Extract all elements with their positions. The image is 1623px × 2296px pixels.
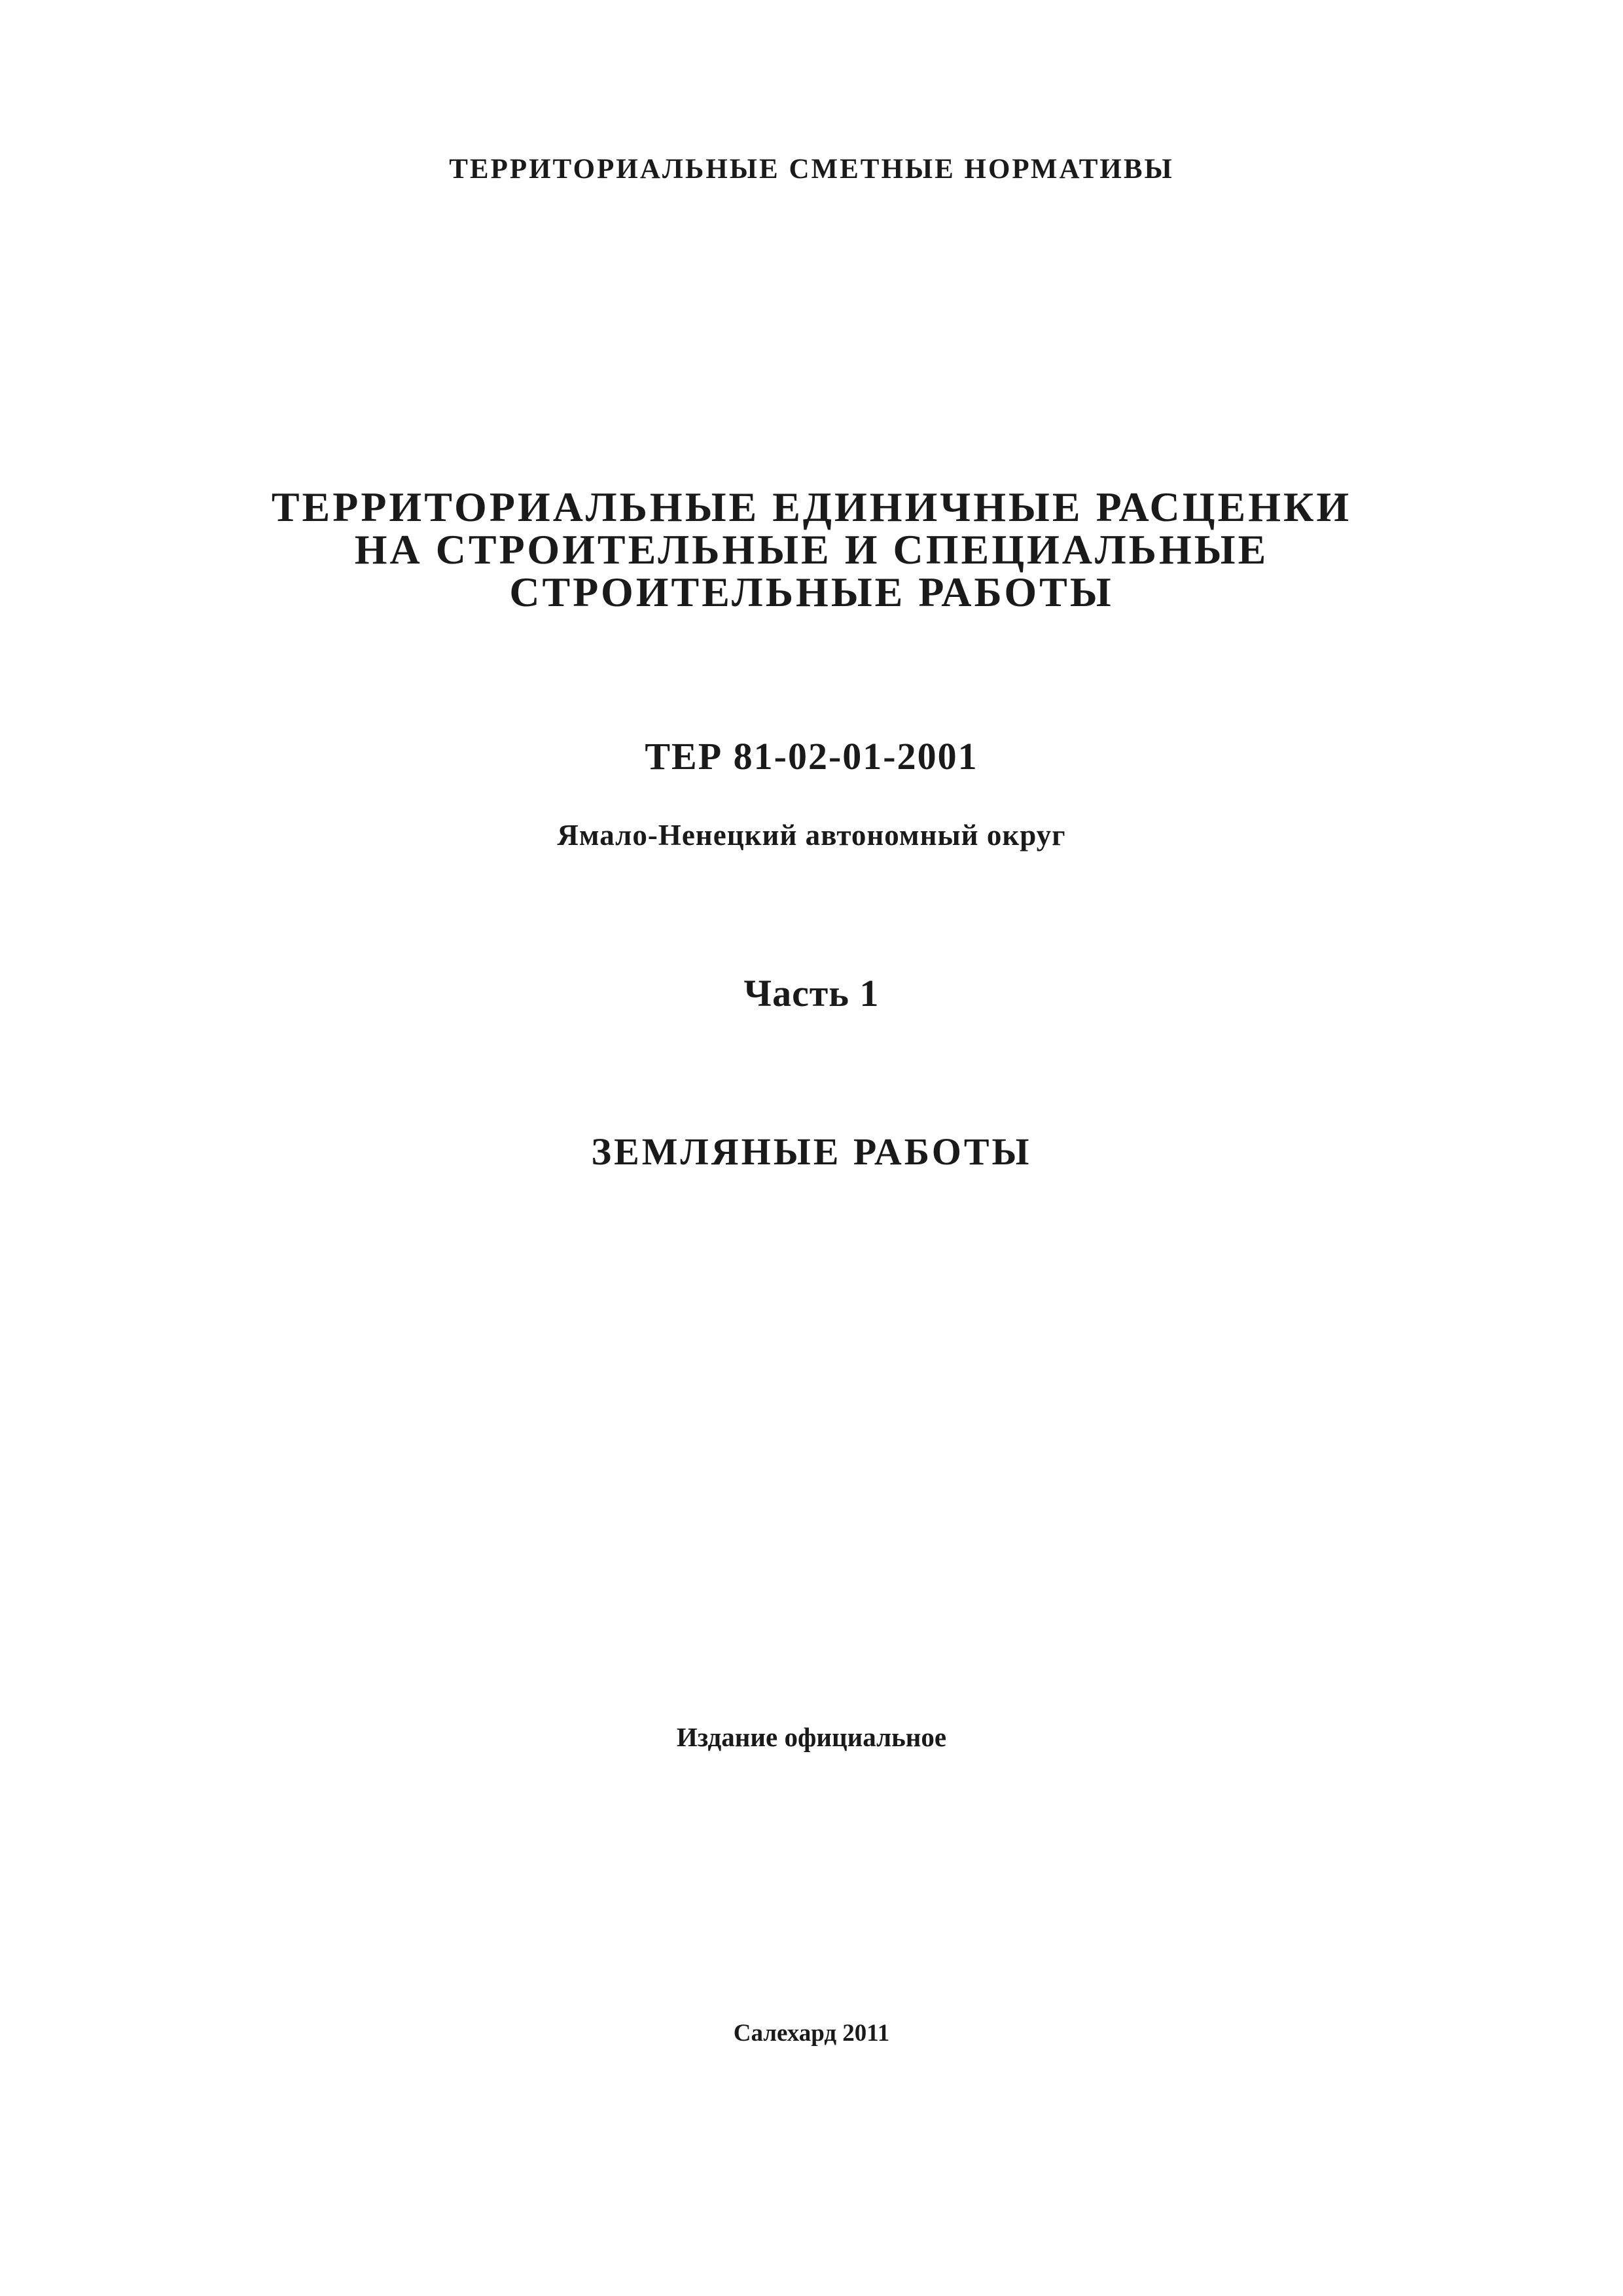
part-number: Часть 1 [743, 972, 880, 1014]
section-title: ЗЕМЛЯНЫЕ РАБОТЫ [591, 1130, 1032, 1173]
title-line-1: ТЕРРИТОРИАЛЬНЫЕ ЕДИНИЧНЫЕ РАСЦЕНКИ [271, 484, 1352, 530]
title-line-3: СТРОИТЕЛЬНЫЕ РАБОТЫ [509, 569, 1114, 615]
document-code: ТЕР 81-02-01-2001 [645, 735, 978, 778]
region-name: Ямало-Ненецкий автономный округ [557, 819, 1066, 852]
document-title [0, 486, 1623, 613]
imprint-place-year: Салехард 2011 [733, 2020, 890, 2047]
series-heading: ТЕРРИТОРИАЛЬНЫЕ СМЕТНЫЕ НОРМАТИВЫ [449, 154, 1174, 185]
edition-note: Издание официальное [676, 1722, 947, 1752]
title-line-2: НА СТРОИТЕЛЬНЫЕ И СПЕЦИАЛЬНЫЕ [354, 526, 1269, 573]
